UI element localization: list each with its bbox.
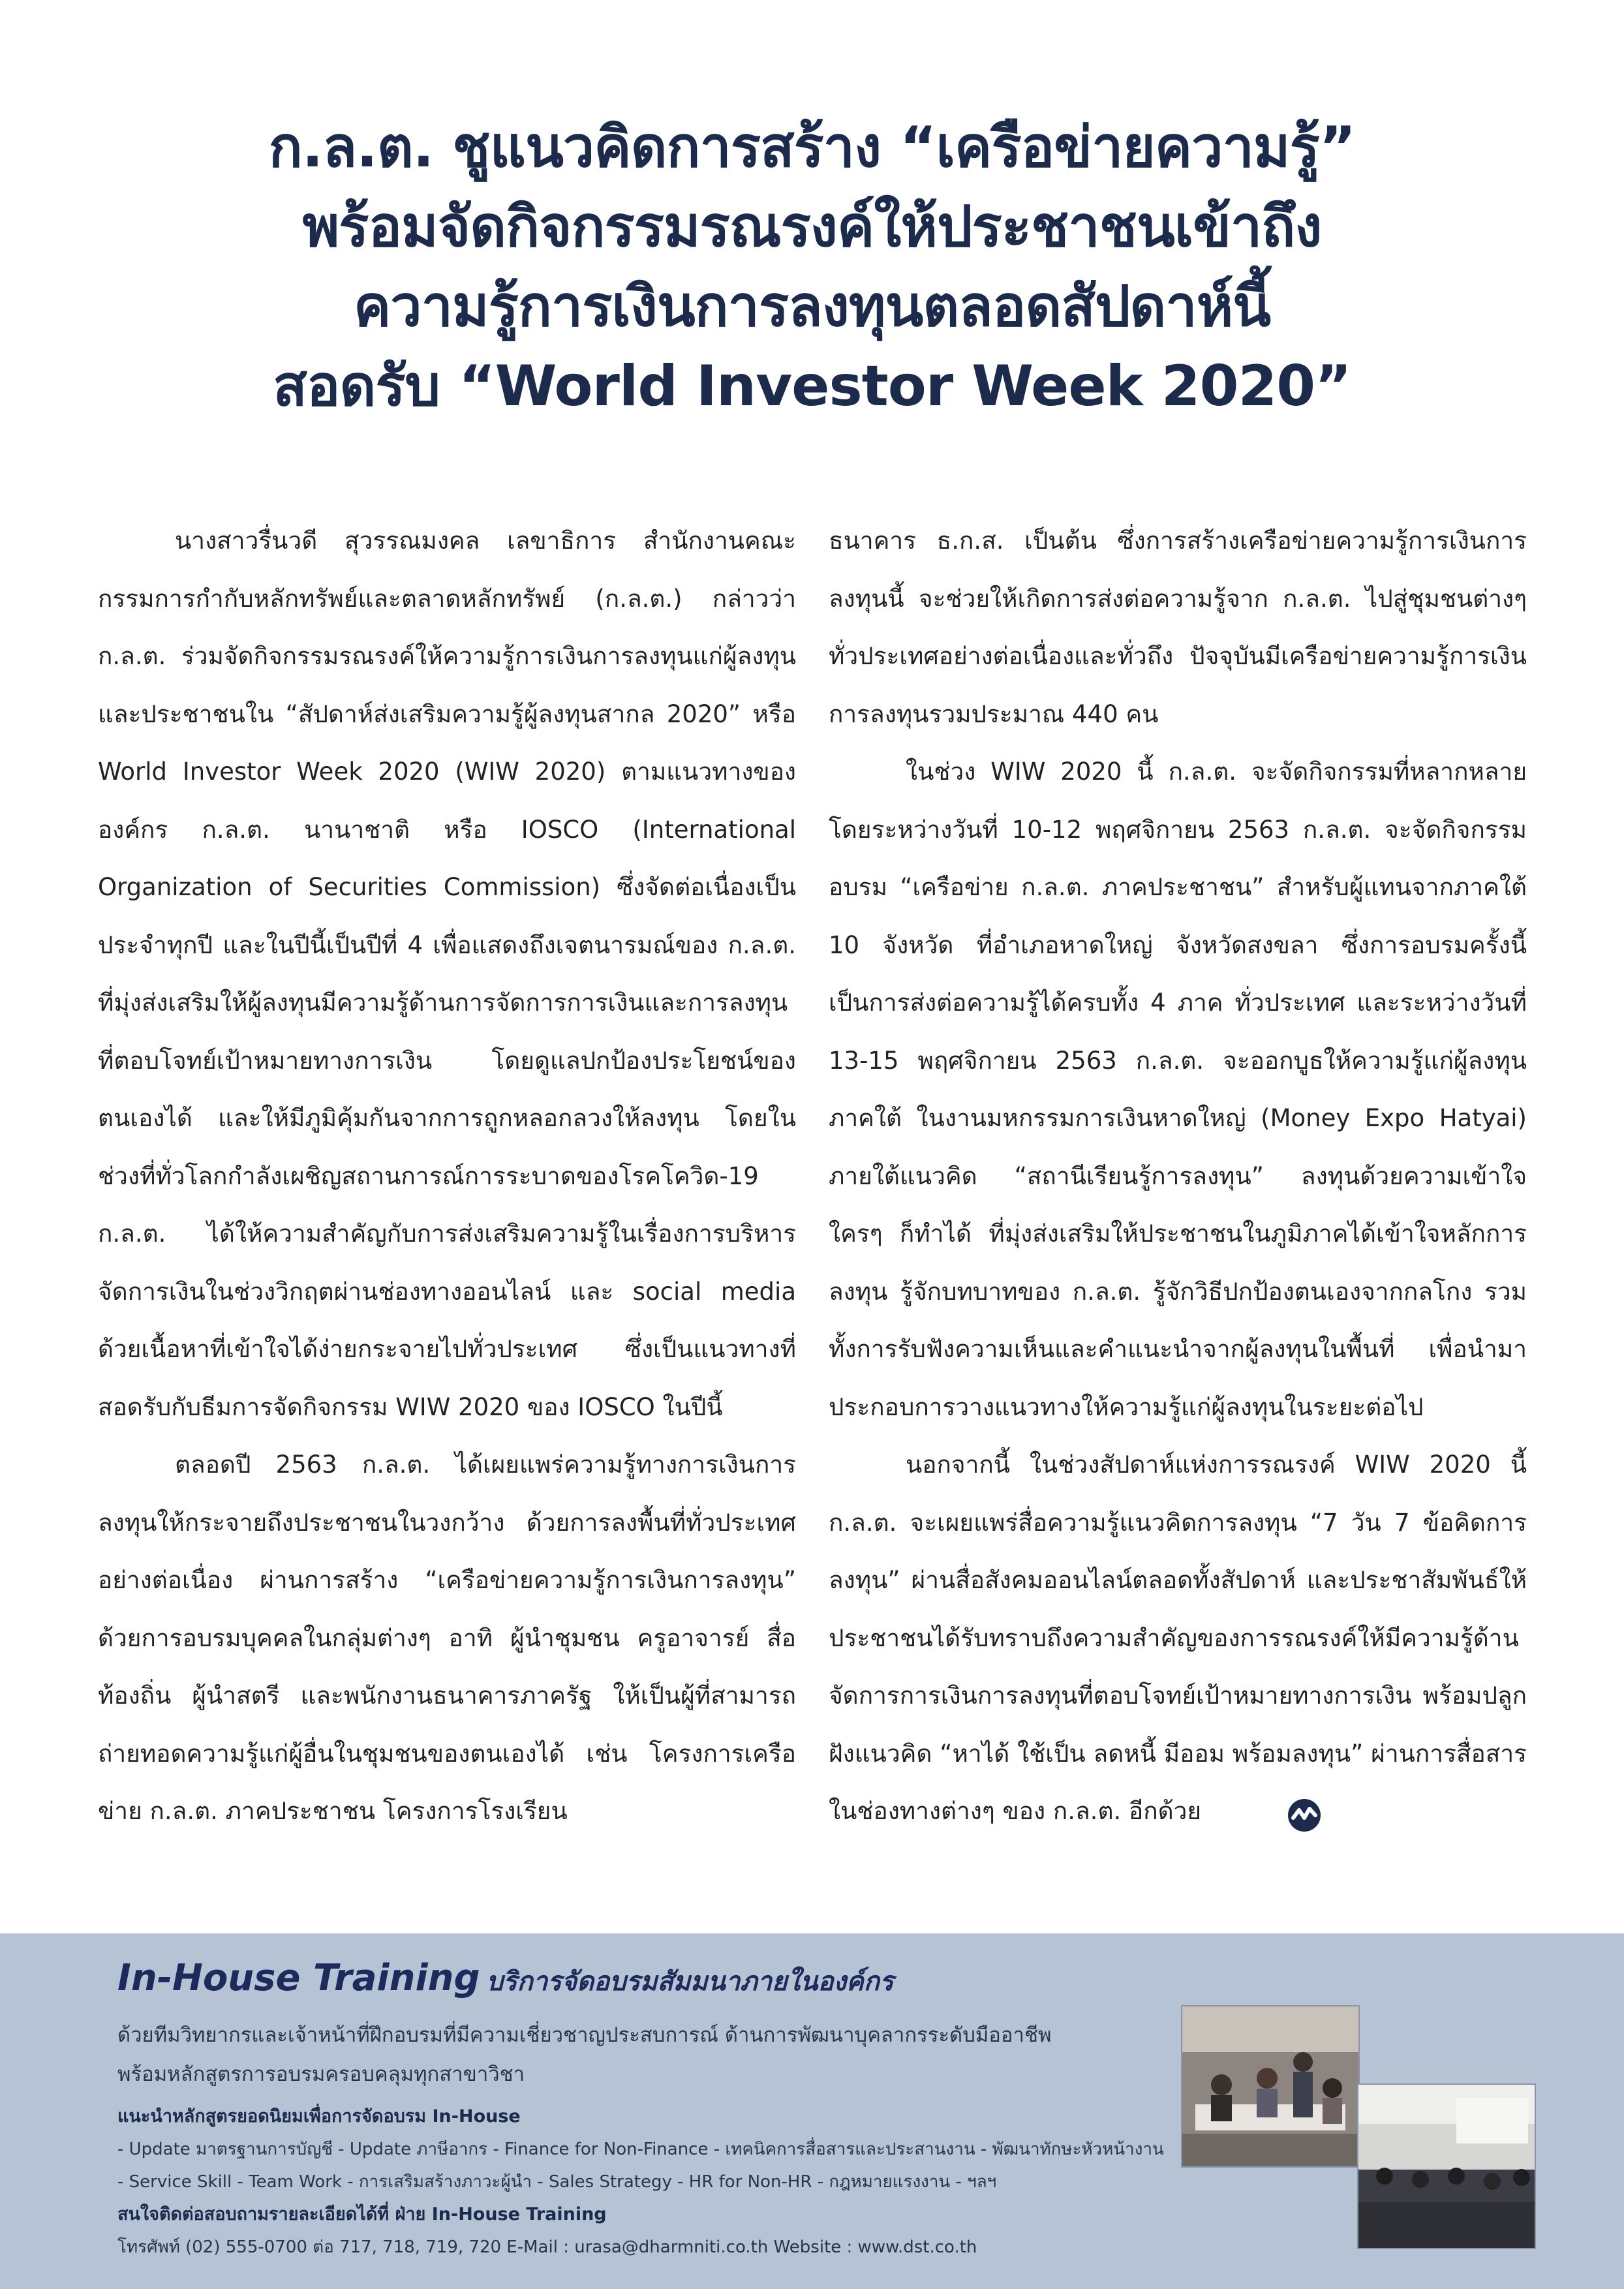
ad-contact-heading: สนใจติดต่อสอบถามรายละเอียดได้ที่ ฝ่าย In-House Training (117, 2204, 607, 2224)
ad-description-line-1: ด้วยทีมวิทยากรและเจ้าหน้าที่ฝึกอบรมที่มีความเชี่ยวชาญประสบการณ์ ด้านการพัฒนาบุคลากรระดับมืออาชีพ (117, 2023, 1052, 2047)
ad-courses-heading: แนะนำหลักสูตรยอดนิยมเพื่อการจัดอบรม In-House (117, 2106, 521, 2127)
training-photo-2 (1357, 2083, 1536, 2249)
magazine-end-mark-icon (1210, 1796, 1244, 1830)
left-paragraph-2: ตลอดปี 2563 ก.ล.ต. ได้เผยแพร่ความรู้ทางการเงินการลงทุนให้กระจายถึงประชาชนในวงกว้าง ด้วยการลงพื้นที่ทั่วประเทศอย่างต่อเนื่อง ผ่านการสร้าง “เครือข่ายความรู้การเงินการลงทุน” ด้วยการอบรมบุคคลในกลุ่มต่างๆ อาทิ ผู้นำชุมชน ครูอาจารย์ สื่อท้องถิ่น ผู้นำสตรี และพนักงานธนาคารภาครัฐ ให้เป็นผู้ที่สามารถถ่ายทอดความรู้แก่ผู้อื่นในชุมชนของตนเองได้ เช่น โครงการเครือข่าย ก.ล.ต. ภาคประชาชน โครงการโรงเรียน (98, 1451, 796, 1825)
ad-courses-line-2: - Service Skill - Team Work - การเสริมสร้างภาวะผู้นำ - Sales Strategy - HR for Non-HR - กฎหมายแรงงาน - ฯลฯ (117, 2172, 997, 2192)
headline-line-2: พร้อมจัดกิจกรรมรณรงค์ให้ประชาชนเข้าถึง (302, 194, 1322, 260)
right-paragraph-continued: ธนาคาร ธ.ก.ส. เป็นต้น ซึ่งการสร้างเครือข่ายความรู้การเงินการลงทุนนี้ จะช่วยให้เกิดการส่งต่อความรู้จาก ก.ล.ต. ไปสู่ชุมชนต่างๆ ทั่วประเทศอย่างต่อเนื่องและทั่วถึง ปัจจุบันมีเครือข่ายความรู้การเงินการลงทุนรวมประมาณ 440 คน (829, 527, 1527, 728)
headline (98, 108, 1526, 426)
right-paragraph-1: ในช่วง WIW 2020 นี้ ก.ล.ต. จะจัดกิจกรรมที่หลากหลาย โดยระหว่างวันที่ 10-12 พฤศจิกายน 2563 ก.ล.ต. จะจัดกิจกรรมอบรม “เครือข่าย ก.ล.ต. ภาคประชาชน” สำหรับผู้แทนจากภาคใต้ 10 จังหวัด ที่อำเภอหาดใหญ่ จังหวัดสงขลา ซึ่งการอบรมครั้งนี้เป็นการส่งต่อความรู้ได้ครบทั้ง 4 ภาค ทั่วประเทศ และระหว่างวันที่ 13-15 พฤศจิกายน 2563 ก.ล.ต. จะออกบูธให้ความรู้แก่ผู้ลงทุนภาคใต้ ในงานมหกรรมการเงินหาดใหญ่ (Money Expo Hatyai) ภายใต้แนวคิด “สถานีเรียนรู้การลงทุน” ลงทุนด้วยความเข้าใจ ใครๆ ก็ทำได้ ที่มุ่งส่งเสริมให้ประชาชนในภูมิภาคได้เข้าใจหลักการลงทุน รู้จักบทบาทของ ก.ล.ต. รู้จักวิธีปกป้องตนเองจากกลโกง รวมทั้งการรับฟังความเห็นและคำแนะนำจากผู้ลงทุนในพื้นที่ เพื่อนำมาประกอบการวางแนวทางให้ความรู้แก่ผู้ลงทุนในระยะต่อไป (829, 758, 1527, 1421)
ad-title-text: In-House Training (117, 1957, 480, 1999)
headline-line-3: ความรู้การเงินการลงทุนตลอดสัปดาห์นี้ (353, 274, 1271, 339)
in-house-training-ad (0, 1933, 1624, 2289)
ad-title (117, 1957, 893, 2002)
ad-courses-line-1: - Update มาตรฐานการบัญชี - Update ภาษีอากร - Finance for Non-Finance - เทคนิคการสื่อสารและประสานงาน - พัฒนาทักษะหัวหน้างาน (117, 2140, 1164, 2159)
ad-subtitle: บริการจัดอบรมสัมมนาภายในองค์กร (486, 1967, 894, 1997)
training-photo-1 (1181, 2005, 1360, 2168)
ad-contact-details: โทรศัพท์ (02) 555-0700 ต่อ 717, 718, 719, 720 E-Mail : urasa@dharmniti.co.th Website : www.dst.co.th (117, 2237, 977, 2257)
right-paragraph-2-text: นอกจากนี้ ในช่วงสัปดาห์แห่งการรณรงค์ WIW 2020 นี้ ก.ล.ต. จะเผยแพร่สื่อความรู้แนวคิดการลงทุน “7 วัน 7 ข้อคิดการลงทุน” ผ่านสื่อสังคมออนไลน์ตลอดทั้งสัปดาห์ และประชาสัมพันธ์ให้ประชาชนได้รับทราบถึงความสำคัญของการรณรงค์ให้มีความรู้ด้านจัดการการเงินการลงทุนที่ตอบโจทย์เป้าหมายทางการเงิน พร้อมปลูกฝังแนวคิด “หาได้ ใช้เป็น ลดหนี้ มีออม พร้อมลงทุน” ผ่านการสื่อสารในช่องทางต่างๆ ของ ก.ล.ต. อีกด้วย (829, 1451, 1527, 1825)
ad-description-line-2: พร้อมหลักสูตรการอบรมครอบคลุมทุกสาขาวิชา (117, 2063, 525, 2086)
article-left-column (98, 512, 796, 1841)
headline-line-4: สอดรับ “World Investor Week 2020” (273, 354, 1351, 419)
headline-line-1: ก.ล.ต. ชูแนวคิดการสร้าง “เครือข่ายความรู้” (268, 115, 1356, 180)
right-paragraph-2 (829, 1436, 1527, 1841)
left-paragraph-1: นางสาวรื่นวดี สุวรรณมงคล เลขาธิการ สำนักงานคณะกรรมการกำกับหลักทรัพย์และตลาดหลักทรัพย์ (ก.ล.ต.) กล่าวว่า ก.ล.ต. ร่วมจัดกิจกรรมรณรงค์ให้ความรู้การเงินการลงทุนแก่ผู้ลงทุนและประชาชนใน “สัปดาห์ส่งเสริมความรู้ผู้ลงทุนสากล 2020” หรือ World Investor Week 2020 (WIW 2020) ตามแนวทางขององค์กร ก.ล.ต. นานาชาติ หรือ IOSCO (International Organization of Securities Commission) ซึ่งจัดต่อเนื่องเป็นประจำทุกปี และในปีนี้เป็นปีที่ 4 เพื่อแสดงถึงเจตนารมณ์ของ ก.ล.ต. ที่มุ่งส่งเสริมให้ผู้ลงทุนมีความรู้ด้านการจัดการการเงินและการลงทุนที่ตอบโจทย์เป้าหมายทางการเงิน โดยดูแลปกป้องประโยชน์ของตนเองได้ และให้มีภูมิคุ้มกันจากการถูกหลอกลวงให้ลงทุน โดยในช่วงที่ทั่วโลกกำลังเผชิญสถานการณ์การระบาดของโรคโควิด-19 ก.ล.ต. ได้ให้ความสำคัญกับการส่งเสริมความรู้ในเรื่องการบริหารจัดการเงินในช่วงวิกฤตผ่านช่องทางออนไลน์ และ social media ด้วยเนื้อหาที่เข้าใจได้ง่ายกระจายไปทั่วประเทศ ซึ่งเป็นแนวทางที่สอดรับกับธีมการจัดกิจกรรม WIW 2020 ของ IOSCO ในปีนี้ (98, 527, 796, 1421)
article-right-column (829, 512, 1527, 1841)
